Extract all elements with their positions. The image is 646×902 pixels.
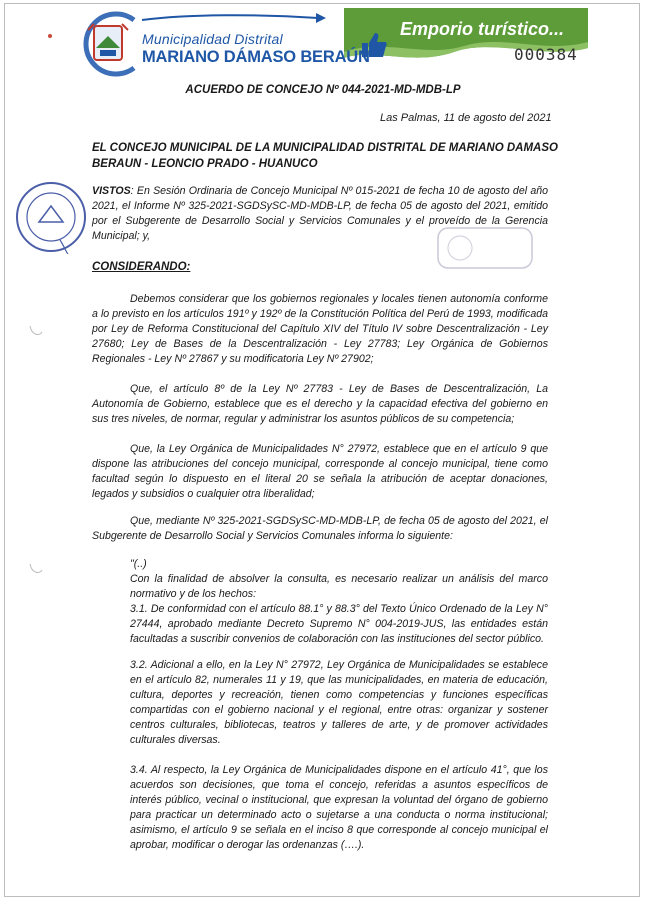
municipality-name-line2: MARIANO DÁMASO BERAÚN <box>142 48 370 66</box>
vistos-paragraph <box>92 184 548 244</box>
quote-item-3-2: 3.2. Adicional a ello, en la Ley N° 27972, Ley Orgánica de Municipalidades se establece en el artículo 82, numerales 11 y 19, que las municipalidades, en materia de educación, cultura, deportes y recreación, tienen como competencias y funciones específicas compartidas con el gobierno nacional y el regional, entre otras: organizar y sostener centros culturales, bibliotecas, teatros y talleres de arte, y de promover actividades culturales diversas. <box>130 659 548 746</box>
municipality-name-line1: Municipalidad Distrital <box>142 31 283 47</box>
place-date: Las Palmas, 11 de agosto del 2021 <box>380 112 552 124</box>
paragraph-article-8: Que, el artículo 8º de la Ley Nº 27783 - Ley de Bases de Descentralización, La Autonomía de Gobierno, establece que es el derecho y la capacidad efectiva del gobierno en sus tres niveles, de normar, regular y administrar los asuntos públicos de su competencia; <box>92 383 548 425</box>
municipal-crest-logo <box>74 8 144 78</box>
paragraph-autonomy: Debemos considerar que los gobiernos regionales y locales tienen autonomía conforme a lo previsto en los artículos 191º y 192º de la Constitución Política del Perú de 1993, modificada por Ley de Reforma Constitucional del Capítulo XIV del Título IV sobre Descentralización - Ley 27680; Ley de Bases de la Descentralización - Ley 27783; Ley Orgánica de Gobiernos Regionales - Ley Nº 27867 y su modificatoria Ley Nº 27902; <box>92 293 548 365</box>
punch-hole-icon <box>28 322 44 338</box>
paragraph-informe: Que, mediante Nº 325-2021-SGDSySC-MD-MDB-LP, de fecha 05 de agosto del 2021, el Subgerente de Desarrollo Social y Servicios Comunales informa lo siguiente: <box>92 515 548 542</box>
round-seal-stamp-icon <box>14 180 88 254</box>
ink-dot <box>48 34 52 38</box>
paragraph-article-9: Que, la Ley Orgánica de Municipalidades N° 27972, establece que en el artículo 9 que dispone las atribuciones del concejo municipal, corresponde al concejo municipal, tiene como facultad según lo dispuesto en el literal 20 se señala la atribución de aceptar donaciones, legados y subsidios o cualquier otra liberalidad; <box>92 443 548 500</box>
considerando-heading: CONSIDERANDO: <box>92 261 191 273</box>
council-heading: EL CONCEJO MUNICIPAL DE LA MUNICIPALIDAD DISTRITAL DE MARIANO DAMASO BERAUN - LEONCIO PRADO - HUANUCO <box>92 142 558 170</box>
blue-arrow-line <box>138 11 328 25</box>
vistos-label: VISTOS <box>92 185 131 197</box>
slogan: Emporio turístico... <box>400 19 565 39</box>
quote-item-3-1: 3.1. De conformidad con el artículo 88.1° y 88.3° del Texto Único Ordenado de la Ley N° 27444, aprobado mediante Decreto Supremo N° 004-2019-JUS, las entidades están facultadas a suscribir convenios de colaboración con las instituciones del sector público. <box>130 603 548 645</box>
vistos-text: : En Sesión Ordinaria de Concejo Municipal Nº 015-2021 de fecha 10 de agosto del año 2021, el Informe Nº 325-2021-SGDSySC-MD-MDB-LP, de fecha 05 de agosto del 2021, emitido por el Subgerente de Desarrollo Social y Servicios Comunales y el proveído de la Gerencia Municipal; y, <box>92 185 548 242</box>
punch-hole-icon <box>28 560 44 576</box>
quote-intro: Con la finalidad de absolver la consulta, es necesario realizar un análisis del marco normativo y de los hechos: <box>130 573 548 600</box>
quote-item-3-4: 3.4. Al respecto, la Ley Orgánica de Municipalidades dispone en el artículo 41°, que los acuerdos son decisiones, que toma el concejo, referidas a asuntos específicos de interés público, vecinal o institucional, que expresan la voluntad del órgano de gobierno para practicar un determinado acto o sujetarse a una conducta o norma institucional; asimismo, el artículo 9 se señala en el inciso 8 que corresponde al concejo municipal el aprobar, modificar o derogar las ordenanzas (….). <box>130 764 548 851</box>
folio-number: 000384 <box>514 45 578 64</box>
quote-open: "(..) <box>130 558 147 570</box>
letterhead <box>74 8 588 84</box>
document-title: ACUERDO DE CONCEJO Nº 044-2021-MD-MDB-LP <box>185 84 461 96</box>
